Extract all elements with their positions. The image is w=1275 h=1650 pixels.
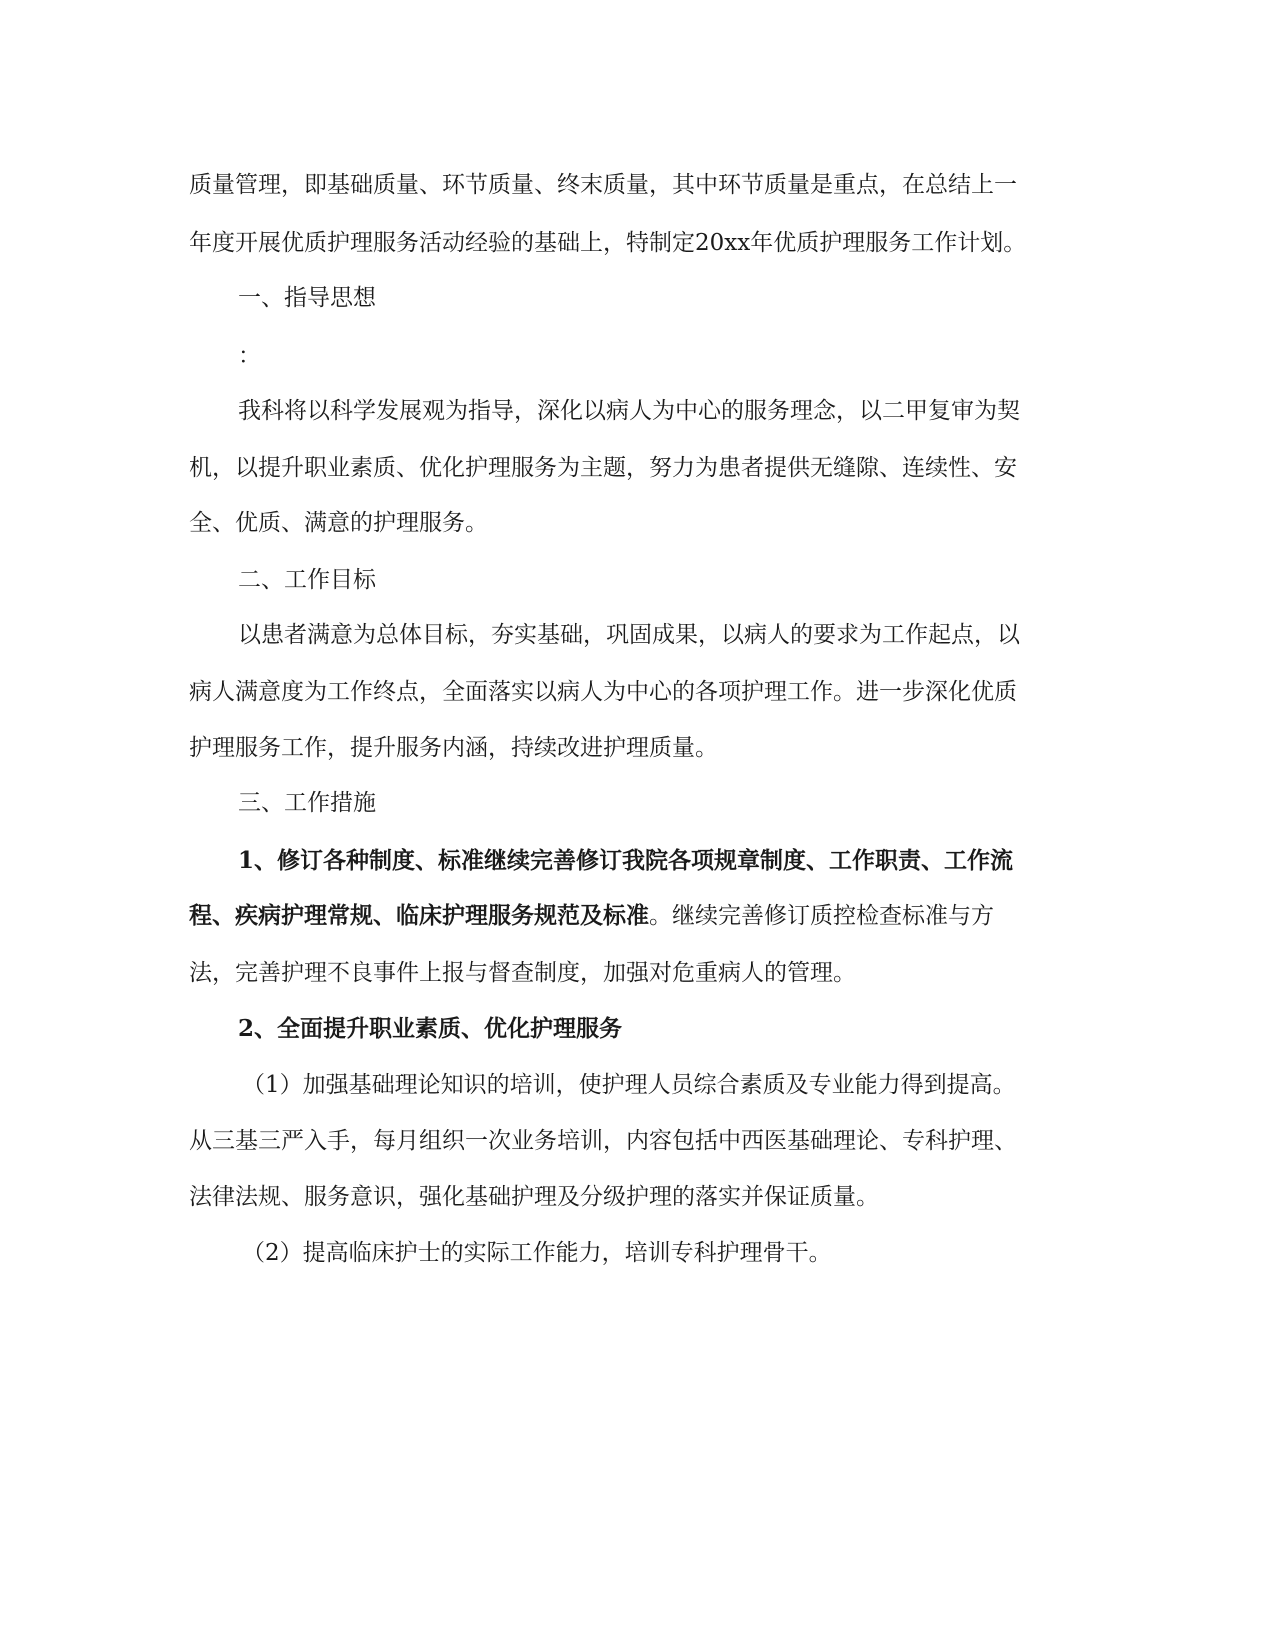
paragraph-measure-1-line-3: 法，完善护理不良事件上报与督查制度，加强对危重病人的管理。 [189, 960, 856, 986]
paragraph-goals-line-3: 护理服务工作，提升服务内涵，持续改进护理质量。 [189, 735, 718, 761]
paragraph-measure-1-line-1: 1、修订各种制度、标准继续完善修订我院各项规章制度、工作职责、工作流 [238, 847, 1014, 874]
paragraph-intro-line-1: 质量管理，即基础质量、环节质量、终末质量，其中环节质量是重点，在总结上一 [189, 172, 1017, 198]
heading-guiding-thought: 一、指导思想 [238, 285, 376, 311]
paragraph-measure-2-1-line-2: 从三基三严入手，每月组织一次业务培训，内容包括中西医基础理论、专科护理、 [189, 1128, 1017, 1154]
paragraph-intro-line-2: 年度开展优质护理服务活动经验的基础上，特制定20xx年优质护理服务工作计划。 [189, 230, 1027, 256]
paragraph-guidance-line-1: 我科将以科学发展观为指导，深化以病人为中心的服务理念，以二甲复审为契 [238, 398, 1020, 424]
measure-1-normal-text: 。继续完善修订质控检查标准与方 [649, 903, 994, 929]
heading-work-measures: 三、工作措施 [238, 790, 376, 816]
measure-1-bold-text: 程、疾病护理常规、临床护理服务规范及标准 [189, 902, 649, 929]
paragraph-measure-1-line-2 [189, 901, 994, 931]
heading-measure-2: 2、全面提升职业素质、优化护理服务 [238, 1015, 623, 1042]
paragraph-guidance-line-2: 机，以提升职业素质、优化护理服务为主题，努力为患者提供无缝隙、连续性、安 [189, 455, 1017, 481]
heading-work-goals: 二、工作目标 [238, 567, 376, 593]
paragraph-guidance-line-3: 全、优质、满意的护理服务。 [189, 510, 488, 536]
paragraph-measure-2-1-line-1: （1）加强基础理论知识的培训，使护理人员综合素质及专业能力得到提高。 [242, 1072, 1016, 1098]
colon-line: ： [238, 343, 261, 369]
paragraph-goals-line-2: 病人满意度为工作终点，全面落实以病人为中心的各项护理工作。进一步深化优质 [189, 679, 1017, 705]
paragraph-measure-2-2: （2）提高临床护士的实际工作能力，培训专科护理骨干。 [242, 1240, 832, 1266]
paragraph-goals-line-1: 以患者满意为总体目标，夯实基础，巩固成果，以病人的要求为工作起点，以 [238, 622, 1020, 648]
paragraph-measure-2-1-line-3: 法律法规、服务意识，强化基础护理及分级护理的落实并保证质量。 [189, 1184, 879, 1210]
